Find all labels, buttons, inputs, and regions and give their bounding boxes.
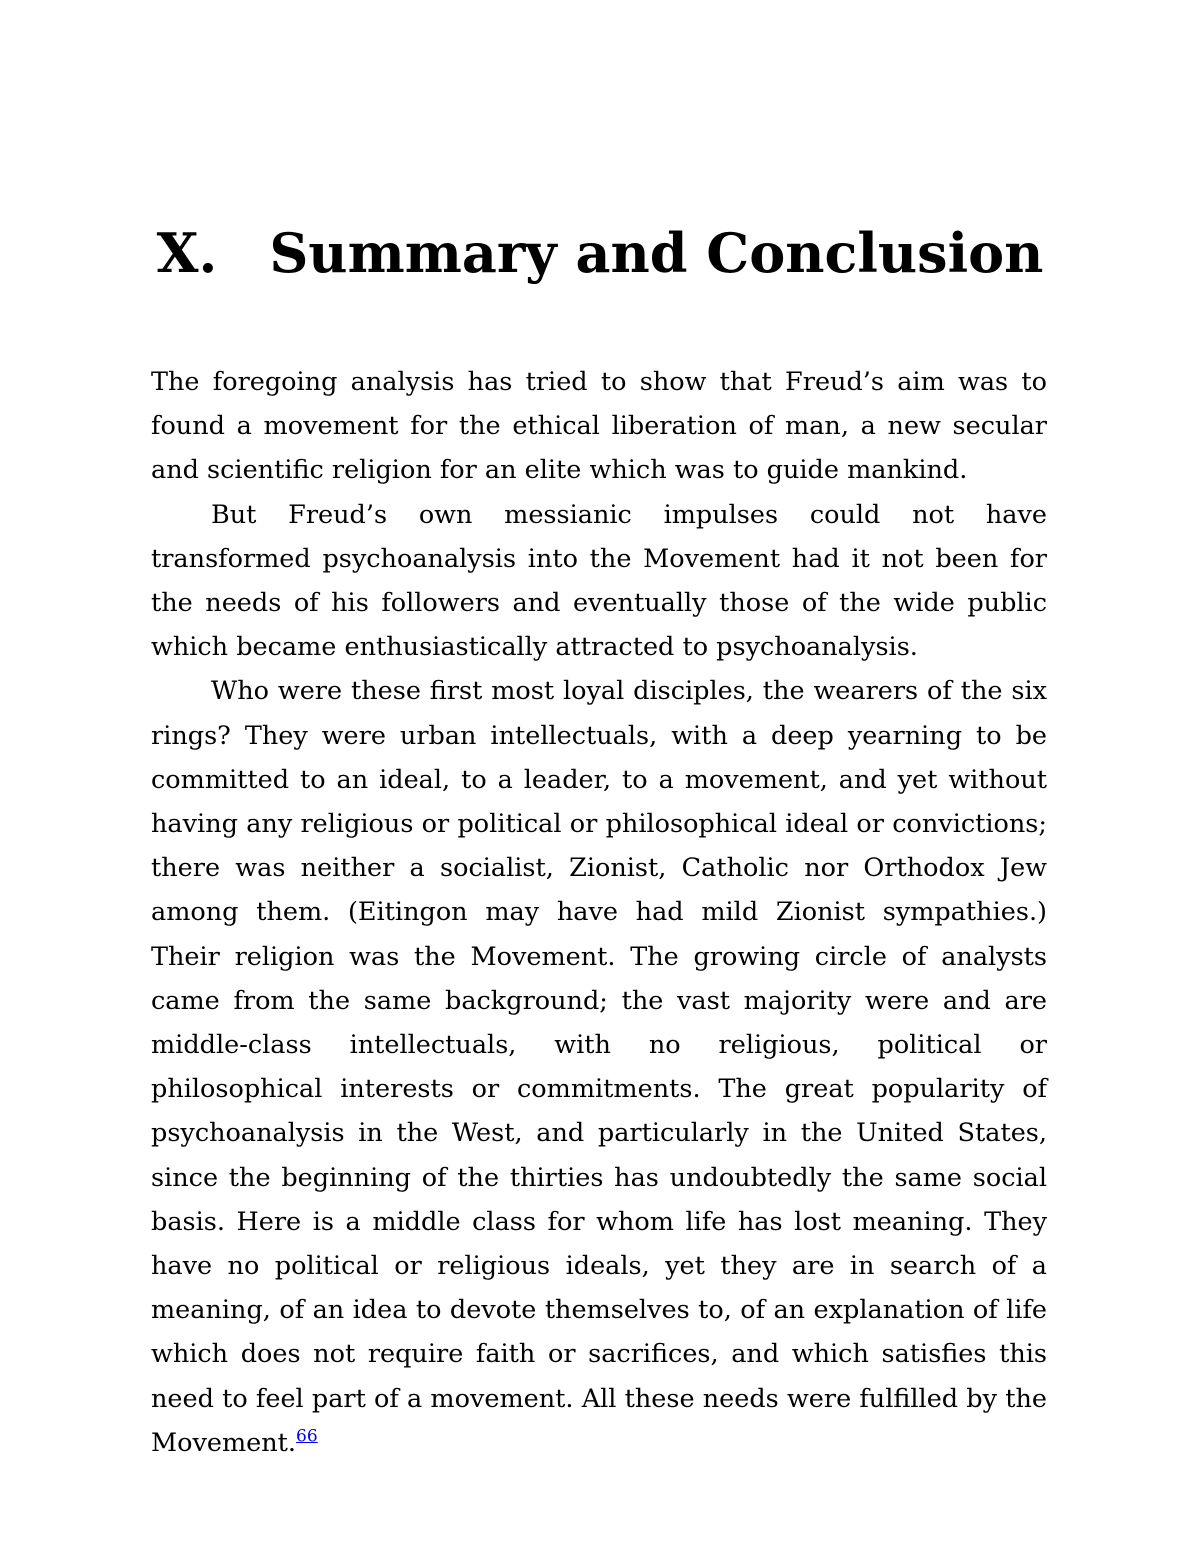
paragraph-3 — [151, 669, 1047, 1465]
paragraph-3-text: Who were these first most loyal disciples, the wearers of the six rings? They were urban intellectuals, with a deep yearning to be committed to an ideal, to a leader, to a movement, and yet without having any religious or political or philosophical ideal or convictions; there was neither a socialist, Zionist, Catholic nor Orthodox Jew among them. (Eitingon may have had mild Zionist sympathies.) Their religion was the Movement. The growing circle of analysts came from the same background; the vast majority were and are middle-class intellectuals, with no religious, political or philosophical interests or commitments. The great popularity of psychoanalysis in the West, and particularly in the United States, since the beginning of the thirties has undoubtedly the same social basis. Here is a middle class for whom life has lost meaning. They have no political or religious ideals, yet they are in search of a meaning, of an idea to devote themselves to, of an explanation of life which does not require faith or sacrifices, and which satisfies this need to feel part of a movement. All these needs were fulfilled by the Movement. — [151, 676, 1047, 1458]
paragraph-2: But Freud’s own messianic impulses could not have transformed psychoanalysis into the Movement had it not been for the needs of his followers and eventually those of the wide public which became enthusiastically attracted to psychoanalysis. — [151, 499, 1047, 663]
chapter-heading — [0, 218, 1200, 288]
footnote-link[interactable]: 66 — [296, 1426, 318, 1447]
body-text — [151, 360, 1047, 1465]
paragraph-1: The foregoing analysis has tried to show that Freud’s aim was to found a movement for the ethical liberation of man, a new secular and scientific religion for an elite which was to guide mankind. — [151, 367, 1047, 486]
chapter-title: Summary and Conclusion — [269, 221, 1044, 285]
chapter-number: X. — [156, 221, 218, 285]
